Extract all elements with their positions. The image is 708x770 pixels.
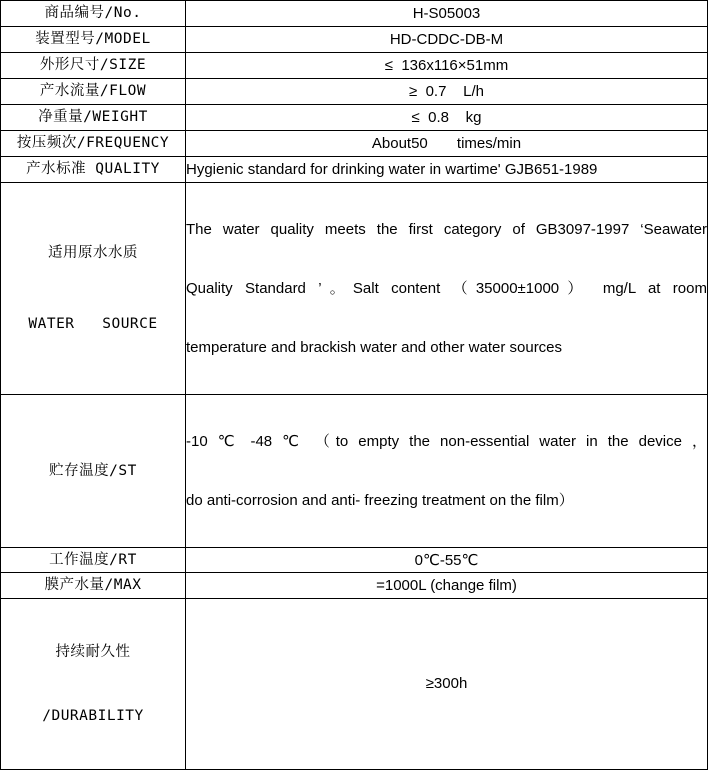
row-value-working-temp: 0℃-55℃ — [186, 548, 708, 573]
table-row — [1, 105, 708, 131]
row-label-max-output: 膜产水量/MAX — [1, 573, 186, 599]
table-row — [1, 53, 708, 79]
row-value-no: H-S05003 — [186, 1, 708, 27]
storage-temp-line-2: do anti-corrosion and anti- freezing treatment on the film） — [186, 492, 574, 509]
row-label-storage-temp: 贮存温度/ST — [1, 395, 186, 548]
row-label-frequency: 按压频次/FREQUENCY — [1, 131, 186, 157]
row-label-water-source — [1, 183, 186, 395]
row-label-size: 外形尺寸/SIZE — [1, 53, 186, 79]
table-row — [1, 27, 708, 53]
row-value-storage-temp — [186, 395, 708, 548]
row-value-quality: Hygienic standard for drinking water in wartime' GJB651-1989 — [186, 157, 708, 183]
water-source-line-3: temperature and brackish water and other water sources — [186, 339, 563, 356]
table-row — [1, 79, 708, 105]
table-row — [1, 548, 708, 573]
storage-temp-line-1: -10 ℃ -48 ℃ （to empty the non-essential water in the device ， — [186, 433, 707, 450]
row-value-size: ≤ 136x116×51mm — [186, 53, 708, 79]
row-label-no: 商品编号/No. — [1, 1, 186, 27]
water-source-line-1: The water quality meets the first category of GB3097-1997 ‘Seawater — [186, 221, 707, 238]
row-value-max-output: =1000L (change film) — [186, 573, 708, 599]
row-value-weight: ≤ 0.8 kg — [186, 105, 708, 131]
water-source-line-2: Quality Standard ’。Salt content （35000±1000） mg/L at room — [186, 280, 707, 297]
row-value-flow: ≥ 0.7 L/h — [186, 79, 708, 105]
table-row — [1, 131, 708, 157]
table-row — [1, 157, 708, 183]
table-row — [1, 599, 708, 770]
row-value-frequency: About50 times/min — [186, 131, 708, 157]
row-label-weight: 净重量/WEIGHT — [1, 105, 186, 131]
row-value-model: HD-CDDC-DB-M — [186, 27, 708, 53]
row-label-flow: 产水流量/FLOW — [1, 79, 186, 105]
table-row — [1, 1, 708, 27]
table-row — [1, 395, 708, 548]
row-label-model: 装置型号/MODEL — [1, 27, 186, 53]
table-row — [1, 183, 708, 395]
row-label-durability — [1, 599, 186, 770]
row-label-quality: 产水标准 QUALITY — [1, 157, 186, 183]
row-label-durability-en: /DURABILITY — [42, 708, 144, 725]
row-label-durability-cn: 持续耐久性 — [55, 643, 131, 660]
row-value-water-source — [186, 183, 708, 395]
row-label-working-temp: 工作温度/RT — [1, 548, 186, 573]
table-row — [1, 573, 708, 599]
row-label-water-source-cn: 适用原水水质 — [48, 245, 138, 262]
row-label-water-source-en: WATER SOURCE — [28, 315, 158, 332]
row-value-durability: ≥300h — [186, 599, 708, 770]
